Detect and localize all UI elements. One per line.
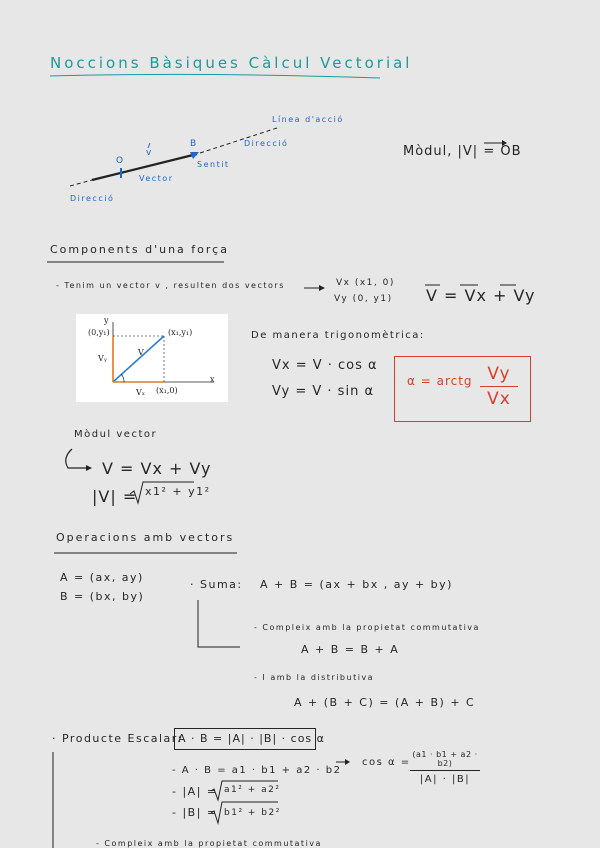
producte-escalar-label: · Producte Escalar: (52, 732, 183, 745)
commutative-equation: A + B = B + A (301, 643, 400, 656)
suma-label: · Suma: (190, 578, 243, 591)
fig-pxy: (x₁,y₁) (168, 328, 193, 337)
vec-v-label: v (146, 148, 153, 158)
component-vx: Vx (x1, 0) (336, 278, 395, 288)
commutative-property: - Compleix amb la propietat commutativa (254, 623, 480, 632)
page-title: Noccions Bàsiques Càlcul Vectorial (50, 54, 413, 72)
direccio-left-label: Direcció (70, 194, 115, 203)
modul-eq2-radicand: x1² + y1² (145, 485, 211, 498)
cos-denominator: |A| · |B| (419, 774, 471, 785)
modul-eq2-lhs: |V| = (92, 487, 138, 506)
dot-eq3-radicand: b1² + b2² (224, 808, 281, 818)
fig-px0: (x₁,0) (156, 386, 178, 395)
section-heading-operacions: Operacions amb vectors (56, 531, 235, 544)
dot-eq1: - A · B = a1 · b1 + a2 · b2 (172, 765, 342, 776)
distributive-property: - I amb la distributiva (254, 673, 375, 682)
trig-vx: Vx = V · cos α (272, 358, 378, 373)
fig-vx: Vₓ (136, 388, 146, 397)
distributive-equation: A + (B + C) = (A + B) + C (294, 696, 476, 709)
fig-p0y: (0,y₁) (88, 328, 110, 337)
linea-accio-label: Línea d'acció (272, 115, 344, 124)
alpha-denominator: Vx (487, 389, 511, 409)
dot-eq2-radicand: a1² + a2² (224, 785, 281, 795)
suma-equation: A + B = (ax + bx , ay + by) (260, 578, 453, 591)
point-b-label: B (190, 139, 198, 149)
modul-ob: Mòdul, |V| = OB (403, 144, 522, 159)
cos-fraction (410, 750, 480, 785)
cos-numerator: (a1 · b1 + a2 · b2) (412, 750, 478, 768)
dot-eq3-lhs: - |B| = (172, 806, 218, 819)
modul-eq1: V = Vx + Vy (102, 459, 212, 478)
direccio-right-label: Direcció (244, 139, 289, 148)
bottom-commutative: - Compleix amb la propietat commutativa (96, 839, 322, 848)
alpha-lhs: α = arctg (407, 374, 473, 388)
dot-eq2-lhs: - |A| = (172, 785, 218, 798)
trig-heading: De manera trigonomètrica: (251, 330, 425, 341)
point-o-label: O (116, 156, 125, 166)
fig-v: V (138, 348, 144, 357)
components-intro: - Tenim un vector v , resulten dos vectors (56, 281, 285, 290)
b-definition: B = (bx, by) (60, 590, 145, 603)
fig-x-label: x (210, 375, 215, 384)
fig-vy: Vᵧ (98, 354, 107, 363)
alpha-numerator: Vy (487, 364, 511, 384)
section-heading-components: Components d'una força (50, 243, 229, 256)
fig-y-label: y (104, 316, 109, 325)
sentit-label: Sentit (197, 160, 230, 169)
vector-label: Vector (139, 174, 174, 183)
a-definition: A = (ax, ay) (60, 571, 144, 584)
dot-product-formula: A · B = |A| · |B| · cos α (178, 732, 325, 745)
sum-equation: V = Vx + Vy (426, 286, 536, 305)
cos-lhs: cos α = (362, 757, 411, 768)
trig-vy: Vy = V · sin α (272, 384, 375, 399)
modul-heading: Mòdul vector (74, 429, 158, 440)
component-vy: Vy (0, y1) (334, 294, 393, 304)
